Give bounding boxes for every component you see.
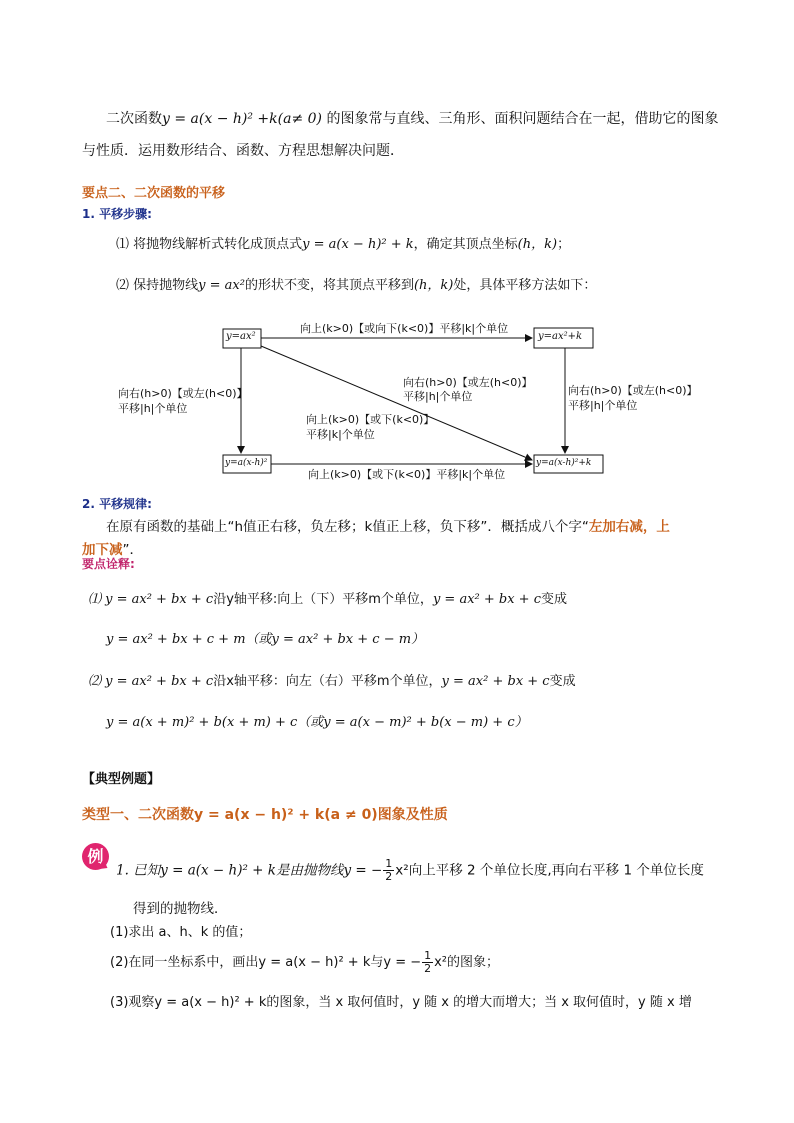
label-left-2: 平移|h|个单位	[118, 402, 188, 415]
fraction: $\frac{1}{2}$	[385, 857, 393, 883]
examples-header: 【典型例题】	[82, 772, 161, 787]
part-1: (1)求出 a、h、k 的值；	[110, 925, 252, 940]
question-1-line-2: 得到的抛物线．	[133, 901, 228, 917]
intro-line-2: 与性质．运用数形结合、函数、方程思想解决问题．	[82, 143, 404, 159]
arrow-diagonal	[261, 346, 532, 460]
label-mid-1: 向上(k>0)【或下(k<0)】	[306, 413, 435, 426]
question-1: 1. 已知y = a(x − h)² + k是由抛物线y = − $\frac{1}{2}$ x²向上平移 2 个单位长度,再向右平移 1 个单位长度	[116, 857, 704, 883]
box-label-bl: y=a(x-h)²	[225, 458, 268, 468]
note-2: ⑵ y = ax² + bx + c沿x轴平移：向左（右）平移m个单位，y = ax² + bx + c变成	[88, 674, 576, 689]
rule-line-1: 在原有函数的基础上“h值正右移，负左移；k值正上移，负下移”．概括成八个字“左加右减，上	[106, 519, 670, 535]
rule-line-2: 加下减”．	[82, 542, 143, 558]
label-right-2: 平移|h|个单位	[568, 399, 638, 412]
label-top: 向上(k>0)【或向下(k<0)】平移|k|个单位	[300, 322, 509, 335]
label-mid-2: 平移|k|个单位	[306, 428, 375, 441]
note-1-result: y = ax² + bx + c + m（或y = ax² + bx + c − m）	[106, 632, 425, 647]
type-1-heading: 类型一、二次函数y = a(x − h)² + k(a ≠ 0)图象及性质	[82, 807, 448, 823]
step-2: ⑵ 保持抛物线y = ax²的形状不变，将其顶点平移到(h，k)处，具体平移方法如下：	[116, 278, 597, 293]
fraction: $\frac{1}{2}$	[424, 949, 432, 975]
part-3: (3)观察y = a(x − h)² + k的图象，当 x 取何值时，y 随 x 的增大而增大；当 x 取何值时，y 随 x 增	[110, 995, 692, 1010]
section-title: 要点二、二次函数的平移	[82, 186, 226, 201]
label-diag-1: 向右(h>0)【或左(h<0)】	[403, 376, 533, 389]
explain-title: 要点诠释:	[82, 557, 135, 571]
example-badge: 例	[82, 843, 109, 870]
subheading-rule: 2. 平移规律:	[82, 497, 152, 511]
note-2-result: y = a(x + m)² + b(x + m) + c（或y = a(x − m)² + b(x − m) + c）	[106, 715, 528, 730]
formula: y = a(x − h)² +k(a≠ 0)	[162, 111, 322, 127]
part-2: (2)在同一坐标系中，画出y = a(x − h)² + k与y = − $\frac{1}{2}$ x²的图象；	[110, 949, 500, 975]
label-left-1: 向右(h>0)【或左(h<0)】	[118, 387, 248, 400]
box-label-tr: y=ax²+k	[538, 331, 583, 342]
intro-line-1: 二次函数y = a(x − h)² +k(a≠ 0) 的图象常与直线、三角形、面积问题结合在一起，借助它的图象	[106, 111, 719, 127]
step-1: ⑴ 将抛物线解析式转化成顶点式y = a(x − h)² + k，确定其顶点坐标(h，k)；	[116, 237, 571, 252]
subheading-steps: 1. 平移步骤:	[82, 207, 152, 221]
box-label-tl: y=ax²	[226, 331, 256, 342]
label-right-1: 向右(h>0)【或左(h<0)】	[568, 384, 698, 397]
note-1: ⑴ y = ax² + bx + c沿y轴平移:向上（下）平移m个单位，y = ax² + bx + c变成	[88, 592, 567, 607]
label-bottom: 向上(k>0)【或下(k<0)】平移|k|个单位	[308, 468, 506, 481]
label-diag-2: 平移|h|个单位	[403, 390, 473, 403]
box-label-br: y=a(x-h)²+k	[536, 458, 592, 468]
